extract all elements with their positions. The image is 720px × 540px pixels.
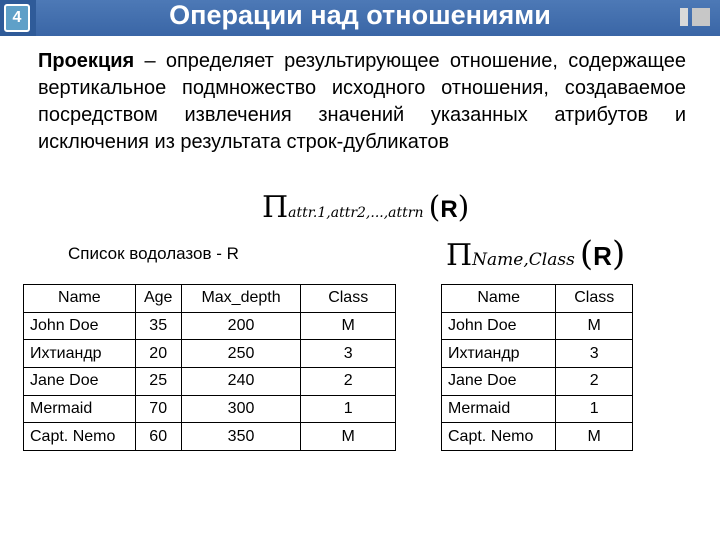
column-header: Class <box>301 285 396 313</box>
table-cell: 3 <box>301 340 396 368</box>
relation-name: R <box>593 241 612 271</box>
header-decoration <box>680 8 688 26</box>
table-cell: 70 <box>135 395 181 423</box>
table-cell: 200 <box>181 312 301 340</box>
column-header: Name <box>24 285 136 313</box>
table-cell: 1 <box>556 395 633 423</box>
column-header: Name <box>442 285 556 313</box>
header-decoration <box>692 8 710 26</box>
projection-result-table <box>441 284 633 451</box>
table-cell: Ихтиандр <box>442 340 556 368</box>
table-cell: Capt. Nemo <box>442 423 556 451</box>
definition-text: – определяет результирующее отношение, содержащее вертикальное подмножество исходного отношения, создаваемое посредством извлечения значений указанных атрибутов и исключения из результата строк-дубликатов <box>38 50 686 153</box>
page-title: Операции над отношениями <box>169 0 551 30</box>
projection-formula-example <box>446 234 625 274</box>
table-cell: 350 <box>181 423 301 451</box>
column-header: Max_depth <box>181 285 301 313</box>
table-row <box>24 423 396 451</box>
table-cell: Capt. Nemo <box>24 423 136 451</box>
page-number-badge: 4 <box>4 4 30 32</box>
table-cell: 240 <box>181 368 301 396</box>
table-cell: Ихтиандр <box>24 340 136 368</box>
projection-symbol: Π <box>446 238 473 273</box>
table-cell: 20 <box>135 340 181 368</box>
table-row <box>442 423 633 451</box>
table-cell: M <box>556 423 633 451</box>
table-cell: 1 <box>301 395 396 423</box>
close-paren: ) <box>457 190 470 225</box>
close-paren: ) <box>611 234 626 274</box>
table-cell: Mermaid <box>24 395 136 423</box>
table-cell: M <box>556 312 633 340</box>
projection-formula-general <box>262 190 469 225</box>
table-cell: M <box>301 423 396 451</box>
table-row <box>24 395 396 423</box>
table-caption: Список водолазов - R <box>68 244 239 263</box>
table-cell: Mermaid <box>442 395 556 423</box>
table-header-row <box>24 285 396 313</box>
table-cell: 300 <box>181 395 301 423</box>
table-cell: 25 <box>135 368 181 396</box>
table-row <box>24 340 396 368</box>
projection-symbol: Π <box>262 190 289 225</box>
table-row <box>442 368 633 396</box>
table-cell: 3 <box>556 340 633 368</box>
divers-table <box>23 284 396 451</box>
table-cell: 60 <box>135 423 181 451</box>
table-cell: 35 <box>135 312 181 340</box>
attribute-subscript: Name,Class <box>472 250 575 270</box>
open-paren: ( <box>579 234 594 274</box>
table-cell: Jane Doe <box>24 368 136 396</box>
table-row <box>442 395 633 423</box>
column-header: Age <box>135 285 181 313</box>
table-cell: M <box>301 312 396 340</box>
definition-term: Проекция <box>38 50 135 72</box>
table-header-row <box>442 285 633 313</box>
title-bar <box>0 0 720 36</box>
table-row <box>442 340 633 368</box>
attribute-subscript: attr.1,attr2,...,attrn <box>288 205 424 221</box>
open-paren: ( <box>428 190 441 225</box>
definition-paragraph <box>38 48 686 156</box>
table-row <box>24 368 396 396</box>
relation-name: R <box>440 196 458 223</box>
table-cell: 250 <box>181 340 301 368</box>
table-cell: Jane Doe <box>442 368 556 396</box>
table-cell: John Doe <box>442 312 556 340</box>
table-cell: John Doe <box>24 312 136 340</box>
table-row <box>24 312 396 340</box>
table-cell: 2 <box>556 368 633 396</box>
column-header: Class <box>556 285 633 313</box>
table-cell: 2 <box>301 368 396 396</box>
table-row <box>442 312 633 340</box>
